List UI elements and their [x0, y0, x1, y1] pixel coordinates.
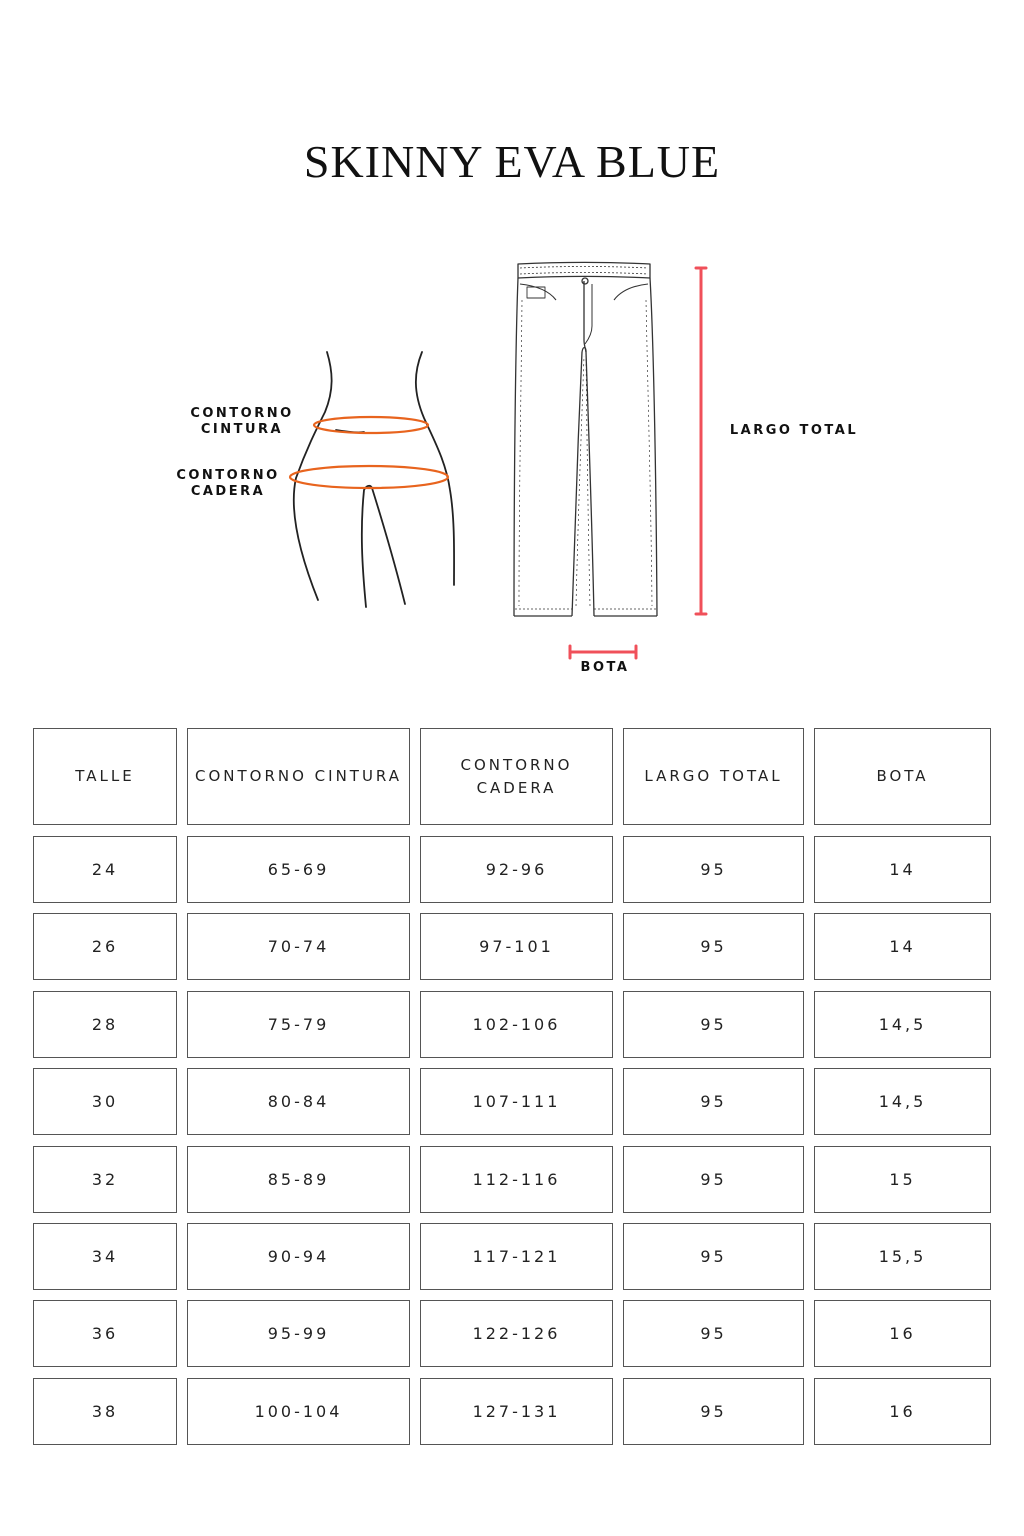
- cell-largo-total: 95: [623, 913, 804, 980]
- page-title: SKINNY EVA BLUE: [303, 136, 721, 187]
- cell-contorno-cadera: 112-116: [420, 1146, 613, 1213]
- jeans-illustration: [514, 263, 657, 617]
- cell-contorno-cadera: 127-131: [420, 1378, 613, 1445]
- header-text: BOTA: [876, 767, 929, 785]
- cell-bota: 14,5: [814, 991, 991, 1058]
- cell-talle: 34: [33, 1223, 177, 1290]
- cell-contorno-cintura: 75-79: [187, 991, 410, 1058]
- header-largo-total: [623, 728, 804, 825]
- cell-largo-total: 95: [623, 1378, 804, 1445]
- cell-contorno-cintura: 100-104: [187, 1378, 410, 1445]
- cell-bota: 14,5: [814, 1068, 991, 1135]
- header-contorno-cintura: [187, 728, 410, 825]
- cell-largo-total: 95: [623, 836, 804, 903]
- bota-measure-line: [570, 646, 636, 658]
- cell-talle: 30: [33, 1068, 177, 1135]
- waist-measure-ring: [314, 417, 428, 433]
- cell-contorno-cintura: 65-69: [187, 836, 410, 903]
- measurement-diagram: [0, 0, 1024, 700]
- cell-contorno-cintura: 85-89: [187, 1146, 410, 1213]
- cell-talle: 36: [33, 1300, 177, 1367]
- header-bota: [814, 728, 991, 825]
- header-text: LARGO TOTAL: [644, 767, 783, 785]
- cell-largo-total: 95: [623, 1300, 804, 1367]
- cell-talle: 32: [33, 1146, 177, 1213]
- cell-talle: 38: [33, 1378, 177, 1445]
- cell-largo-total: 95: [623, 1068, 804, 1135]
- label-contorno-cintura: CONTORNO CINTURA: [190, 406, 294, 437]
- cell-bota: 16: [814, 1300, 991, 1367]
- body-silhouette-illustration: [294, 352, 454, 607]
- cell-contorno-cadera: 107-111: [420, 1068, 613, 1135]
- header-talle: [33, 728, 177, 825]
- cell-largo-total: 95: [623, 1223, 804, 1290]
- cell-contorno-cintura: 70-74: [187, 913, 410, 980]
- cell-bota: 15: [814, 1146, 991, 1213]
- label-contorno-cadera: CONTORNO CADERA: [176, 468, 280, 499]
- cell-bota: 14: [814, 913, 991, 980]
- cell-bota: 14: [814, 836, 991, 903]
- cell-contorno-cadera: 122-126: [420, 1300, 613, 1367]
- cell-talle: 28: [33, 991, 177, 1058]
- cell-contorno-cadera: 117-121: [420, 1223, 613, 1290]
- header-contorno-cadera: [420, 728, 613, 825]
- header-text: TALLE: [75, 767, 135, 785]
- cell-contorno-cintura: 80-84: [187, 1068, 410, 1135]
- header-text: CADERA: [476, 778, 557, 797]
- cell-largo-total: 95: [623, 1146, 804, 1213]
- largo-total-measure-line: [696, 268, 706, 614]
- header-text: CONTORNO: [460, 755, 573, 774]
- cell-bota: 15,5: [814, 1223, 991, 1290]
- cell-contorno-cintura: 90-94: [187, 1223, 410, 1290]
- cell-contorno-cadera: 97-101: [420, 913, 613, 980]
- cell-bota: 16: [814, 1378, 991, 1445]
- hip-measure-ring: [290, 466, 448, 488]
- label-largo-total: LARGO TOTAL: [729, 423, 859, 438]
- cell-contorno-cintura: 95-99: [187, 1300, 410, 1367]
- header-text: CONTORNO CINTURA: [194, 767, 403, 785]
- cell-contorno-cadera: 92-96: [420, 836, 613, 903]
- cell-talle: 24: [33, 836, 177, 903]
- label-bota: BOTA: [580, 660, 630, 675]
- cell-contorno-cadera: 102-106: [420, 991, 613, 1058]
- cell-largo-total: 95: [623, 991, 804, 1058]
- cell-talle: 26: [33, 913, 177, 980]
